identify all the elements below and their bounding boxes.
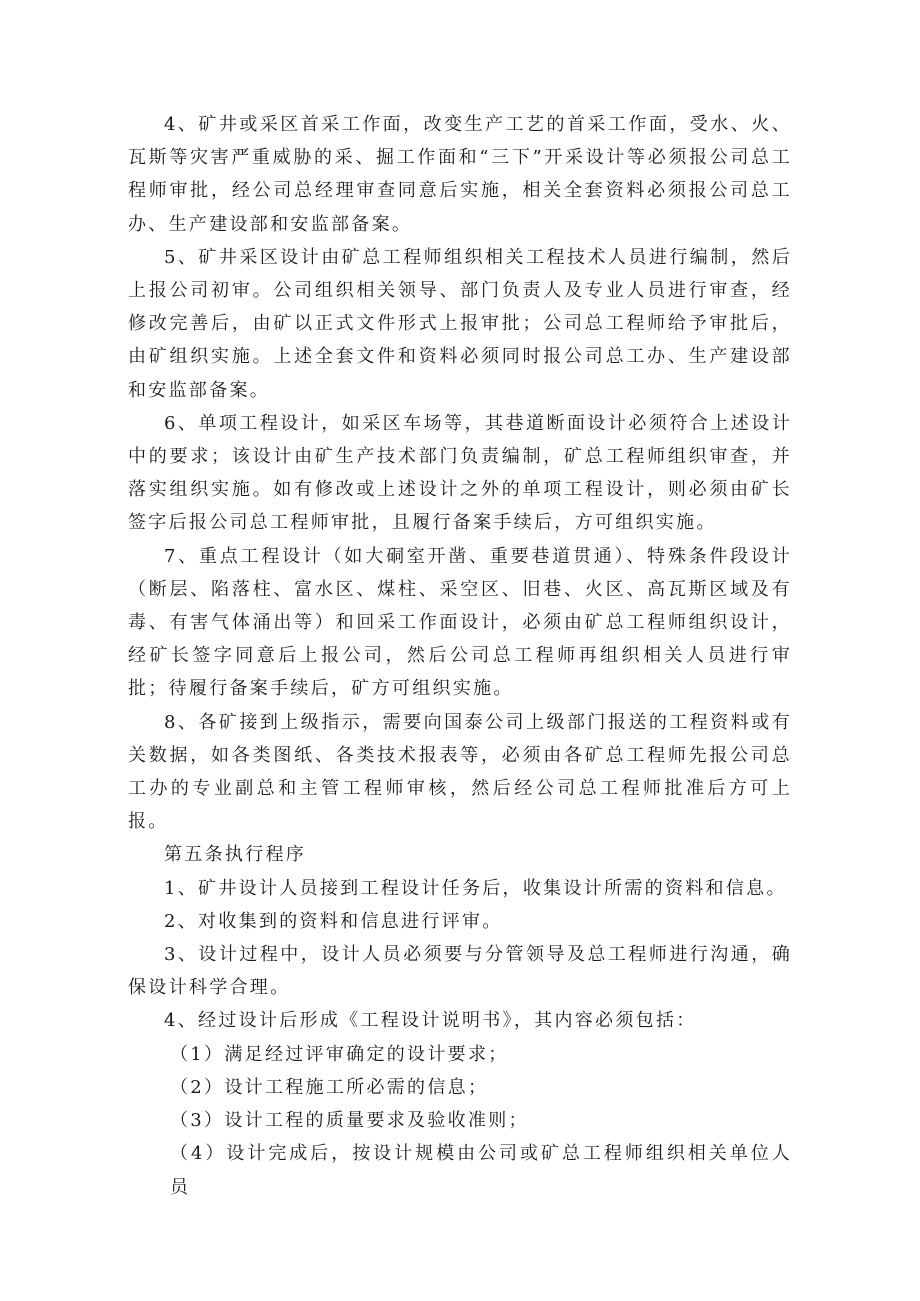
paragraph-7-key-project-design: 7、重点工程设计（如大硐室开凿、重要巷道贯通）、特殊条件段设计（断层、陷落柱、富水区、煤柱、采空区、旧巷、火区、高瓦斯区域及有毒、有害气体涌出等）和回采工作面设计，必须由矿总工程师组织设计，经矿长签字同意后上报公司，然后公司总工程师再组织相关人员进行审批；待履行备案手续后，矿方可组织实施。 <box>128 545 792 700</box>
list-item: （4）设计完成后，按设计规模由公司或矿总工程师组织相关单位人员 <box>170 1143 792 1198</box>
procedure-step-1: 1、矿井设计人员接到工程设计任务后，收集设计所需的资料和信息。 <box>164 877 787 899</box>
paragraph-5-mining-district-design: 5、矿井采区设计由矿总工程师组织相关工程技术人员进行编制，然后上报公司初审。公司组织相关领导、部门负责人及专业人员进行审查，经修改完善后，由矿以正式文件形式上报审批；公司总工程师给予审批后，由矿组织实施。上述全套文件和资料必须同时报公司总工办、生产建设部和安监部备案。 <box>128 246 792 401</box>
paragraph-8-superior-instructions: 8、各矿接到上级指示，需要向国泰公司上级部门报送的工程资料或有关数据，如各类图纸、各类技术报表等，必须由各矿总工程师先报公司总工办的专业副总和主管工程师审核，然后经公司总工程师批准后方可上报。 <box>128 711 792 833</box>
list-item: （3）设计工程的质量要求及验收准则； <box>170 1110 529 1132</box>
article-5-heading: 第五条执行程序 <box>164 844 307 866</box>
document-body <box>128 108 792 1204</box>
paragraph-4-first-mining-face: 4、矿井或采区首采工作面，改变生产工艺的首采工作面，受水、火、瓦斯等灾害严重威胁的采、掘工作面和“三下”开采设计等必须报公司总工程师审批，经公司总经理审查同意后实施，相关全套资料必须报公司总工办、生产建设部和安监部备案。 <box>128 114 792 235</box>
list-item: （2）设计工程施工所必需的信息； <box>170 1076 489 1098</box>
list-item: （1）满足经过评审确定的设计要求； <box>170 1043 509 1065</box>
procedure-step-3: 3、设计过程中，设计人员必须要与分管领导及总工程师进行沟通，确保设计科学合理。 <box>128 944 792 999</box>
procedure-step-2: 2、对收集到的资料和信息进行评审。 <box>164 910 503 932</box>
paragraph-6-single-project-design: 6、单项工程设计，如采区车场等，其巷道断面设计必须符合上述设计中的要求；该设计由矿生产技术部门负责编制，矿总工程师组织审查，并落实组织实施。如有修改或上述设计之外的单项工程设计，则必须由矿长签字后报公司总工程师审批，且履行备案手续后，方可组织实施。 <box>128 412 792 534</box>
procedure-step-4: 4、经过设计后形成《工程设计说明书》，其内容必须包括： <box>164 1010 697 1032</box>
